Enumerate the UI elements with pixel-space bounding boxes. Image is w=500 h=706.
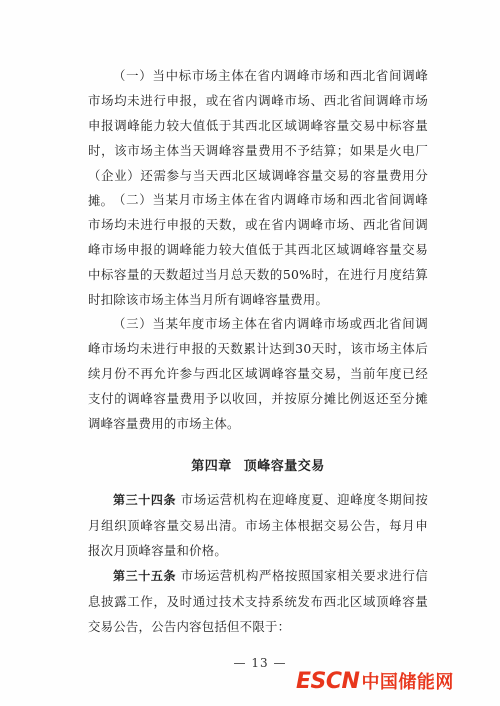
chapter-title: 顶峰容量交易 [243,459,325,474]
paragraph-clause-2 [88,187,428,312]
chapter-heading [88,455,428,474]
chapter-number: 第四章 [191,459,232,474]
watermark-latin: ESCN [296,668,360,694]
escn-watermark-logo [296,668,454,694]
article-text: 市场运营机构在迎峰度夏、迎峰度冬期间按月组织顶峰容量交易出清。市场主体根据交易公告，每月申报次月顶峰容量和价格。 [88,492,428,558]
paragraph-text: （三）当某年度市场主体在省内调峰市场或西北省间调峰市场均未进行申报的天数累计达到30天时，该市场主体后续月份不再允许参与西北区域调峰容量交易，当前年度已经支付的调峰容量费用予以收回，并按原分摊比例返还至分摊调峰容量费用的市场主体。 [88,316,428,431]
article-text: 市场运营机构严格按照国家相关要求进行信息披露工作，及时通过技术支持系统发布西北区域顶峰容量交易公告，公告内容包括但不限于： [88,568,428,634]
page-number: — 13 — [233,656,287,670]
paragraph-text: （二）当某月市场主体在省内调峰市场和西北省间调峰市场均未进行申报的天数，或在省内调峰市场、西北省间调峰市场申报的调峰能力较大值低于其西北区域调峰容量交易中标容量的天数超过当月总天数的50%时，在进行月度结算时扣除该市场主体当月所有调峰容量费用。 [88,192,428,307]
watermark-cjk: 中国储能网 [361,672,454,693]
paragraph-text: （一）当中标市场主体在省内调峰市场和西北省间调峰市场均未进行申报，或在省内调峰市场、西北省间调峰市场申报调峰能力较大值低于其西北区域调峰容量交易中标容量时，该市场主体当天调峰容量费用不予结算；如果是火电厂（企业）还需参与当天西北区域调峰容量交易的容量费用分摊。 [88,68,428,208]
article-number: 第三十四条 [113,493,177,507]
paragraph-clause-3 [88,311,428,436]
article-number: 第三十五条 [113,569,177,583]
article-34 [88,487,428,563]
article-35 [88,563,428,639]
